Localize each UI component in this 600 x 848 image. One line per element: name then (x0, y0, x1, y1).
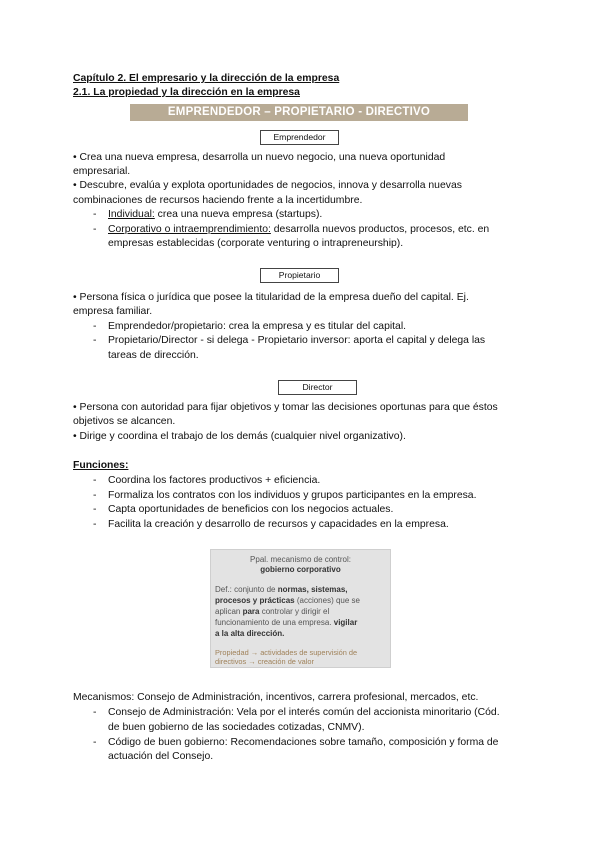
emprendedor-bullet-2-cont: combinaciones de recursos haciendo frente a la incertidumbre. (73, 195, 363, 206)
figure-title: Ppal. mecanismo de control: (250, 555, 351, 564)
figure-text: (acciones) que se (294, 596, 360, 605)
figure-text: aplican (215, 607, 243, 616)
dash: - (93, 519, 97, 530)
dash: - (93, 490, 97, 501)
propietario-bullet-1: • Persona física o jurídica que posee la titularidad de la empresa dueño del capital. Ej. (73, 292, 469, 303)
chapter-title: Capítulo 2. El empresario y la dirección de la empresa (73, 73, 340, 84)
propietario-bullet-1-cont: empresa familiar. (73, 306, 153, 317)
emprendedor-sub-2 (108, 223, 489, 238)
figure-text: funcionamiento de una empresa. (215, 618, 334, 627)
figure-def-line (215, 607, 329, 617)
figure-highlight: procesos y prácticas (215, 596, 295, 605)
figure-text: Def.: conjunto de (215, 585, 278, 594)
mecanismos-sub-1: Consejo de Administración: Vela por el interés común del accionista minoritario (Cód. (108, 707, 500, 718)
funciones-item: Capta oportunidades de beneficios con los negocios actuales. (108, 504, 394, 515)
propietario-sub-2: Propietario/Director - si delega - Propietario inversor: aporta el capital y delega las (108, 335, 486, 346)
dash: - (93, 707, 97, 718)
dash: - (93, 321, 97, 332)
figure-text: controlar y dirigir el (259, 607, 330, 616)
director-bullet-1-cont: objetivos se alcancen. (73, 416, 176, 427)
emprendedor-bullet-2: • Descubre, evalúa y explota oportunidades de negocios, innova y desarrolla nuevas (73, 180, 462, 191)
dash: - (93, 504, 97, 515)
funciones-title: Funciones: (73, 460, 129, 471)
figure-highlight: para (242, 607, 260, 616)
section-title: 2.1. La propiedad y la dirección en la empresa (73, 87, 300, 98)
sub-label: Individual: (108, 209, 155, 220)
dash: - (93, 737, 97, 748)
figure-propiedad-line: directivos → creación de valor (215, 657, 314, 666)
emprendedor-sub-1 (108, 208, 322, 223)
propietario-sub-1: Emprendedor/propietario: crea la empresa y es titular del capital. (108, 321, 407, 332)
figure-def-line (215, 596, 360, 606)
figure-subtitle: gobierno corporativo (260, 565, 341, 574)
mecanismos-sub-2: Código de buen gobierno: Recomendaciones sobre tamaño, composición y forma de (108, 737, 499, 748)
emprendedor-bullet-1-cont: empresarial. (73, 166, 131, 177)
dash: - (93, 224, 97, 235)
figure-propiedad-line: Propiedad → actividades de supervisión de (215, 648, 358, 657)
sub-text: crea una nueva empresa (startups). (154, 209, 323, 220)
gobierno-corporativo-figure (210, 549, 391, 668)
mecanismos-intro: Mecanismos: Consejo de Administración, incentivos, carrera profesional, mercados, etc. (73, 692, 479, 703)
emprendedor-sub-2-cont: empresas establecidas (corporate venturing o intrapreneurship). (108, 238, 404, 249)
dash: - (93, 335, 97, 346)
sub-text: desarrolla nuevos productos, procesos, etc. en (270, 224, 490, 235)
figure-highlight: vigilar (333, 618, 358, 627)
funciones-item: Formaliza los contratos con los individuos y grupos participantes en la empresa. (108, 490, 477, 501)
figure-def-line (215, 585, 348, 595)
funciones-item: Facilita la creación y desarrollo de recursos y capacidades en la empresa. (108, 519, 449, 530)
dash: - (93, 475, 97, 486)
director-bullet-2: • Dirige y coordina el trabajo de los demás (cualquier nivel organizativo). (73, 431, 406, 442)
banner: EMPRENDEDOR – PROPIETARIO - DIRECTIVO (130, 104, 468, 121)
figure-def-line (215, 618, 357, 628)
figure-highlight: normas, sistemas, (277, 585, 348, 594)
mecanismos-sub-2-cont: actuación del Consejo. (108, 751, 214, 762)
emprendedor-box: Emprendedor (260, 130, 339, 145)
propietario-box: Propietario (260, 268, 339, 283)
dash: - (93, 209, 97, 220)
figure-def-line: a la alta dirección. (215, 629, 285, 638)
mecanismos-sub-1-cont: de buen gobierno de las sociedades cotizadas, CNMV). (108, 722, 365, 733)
propietario-sub-2-cont: tareas de dirección. (108, 350, 199, 361)
director-bullet-1: • Persona con autoridad para fijar objetivos y tomar las decisiones oportunas para que éstos (73, 402, 498, 413)
sub-label: Corporativo o intraemprendimiento: (108, 224, 271, 235)
emprendedor-bullet-1: • Crea una nueva empresa, desarrolla un nuevo negocio, una nueva oportunidad (73, 152, 446, 163)
director-box: Director (278, 380, 357, 395)
funciones-item: Coordina los factores productivos + eficiencia. (108, 475, 321, 486)
